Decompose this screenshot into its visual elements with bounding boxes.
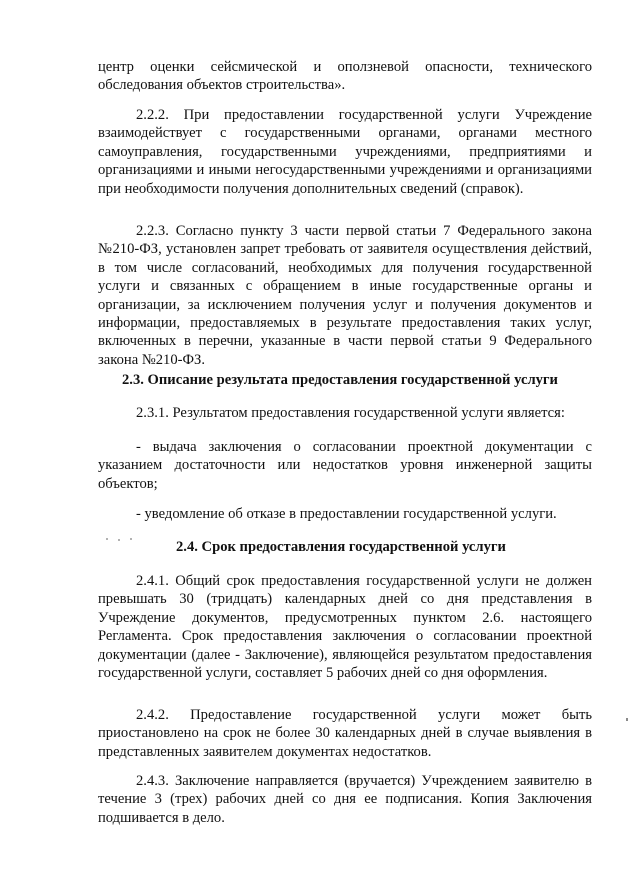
heading-2-4: 2.4. Срок предоставления государственной услуги <box>176 539 506 555</box>
paragraph-2-2-2: 2.2.2. При предоставлении государственной услуги Учреждение взаимодействует с государственными органами, органами местного самоуправления, государственными учреждениями, предприятиями и организациями и иными негосударственными учреждениями и организациями при необходимости получения дополнительных сведений (справок). <box>98 107 592 197</box>
list-item-refusal-notice: - уведомление об отказе в предоставлении государственной услуги. <box>136 506 557 522</box>
paragraph-2-2-3: 2.2.3. Согласно пункту 3 части первой статьи 7 Федерального закона №210-ФЗ, установлен запрет требовать от заявителя осуществления действий, в том числе согласований, необходимых для получения государственной услуги и связанных с обращением в иные государственные органы и организации, за исключением получения услуг и получения документов и информации, предоставляемых в результате предоставления таких услуг, включенных в перечни, указанные в части первой статьи 9 Федерального закона №210-ФЗ. <box>98 223 592 368</box>
paragraph-2-4-3: 2.4.3. Заключение направляется (вручается) Учреждением заявителю в течение 3 (трех) рабочих дней со дня ее подписания. Копия Заключения подшивается в дело. <box>98 773 592 826</box>
paragraph-2-3-1: 2.3.1. Результатом предоставления государственной услуги является: <box>136 405 565 421</box>
paragraph-2-4-1: 2.4.1. Общий срок предоставления государственной услуги не должен превышать 30 (тридцать) календарных дней со дня представления в Учреждение документов, предусмотренных пунктом 2.6. настоящего Регламента. Срок предоставления заключения о согласовании проектной документации (далее - Заключение), являющейся результатом предоставления государственной услуги, составляет 5 рабочих дней со дня оформления. <box>98 573 592 682</box>
scan-edge-mark <box>626 718 628 721</box>
scan-specks <box>106 536 134 542</box>
heading-2-3: 2.3. Описание результата предоставления государственной услуги <box>122 372 558 388</box>
paragraph-continuation: центр оценки сейсмической и оползневой опасности, технического обследования объектов строительства». <box>98 59 592 94</box>
list-item-conclusion: - выдача заключения о согласовании проектной документации с указанием достаточности или недостатков уровня инженерной защиты объектов; <box>98 439 592 492</box>
paragraph-2-4-2: 2.4.2. Предоставление государственной услуги может быть приостановлено на срок не более 30 календарных дней в случае выявления в представленных заявителем документах недостатков. <box>98 707 592 760</box>
